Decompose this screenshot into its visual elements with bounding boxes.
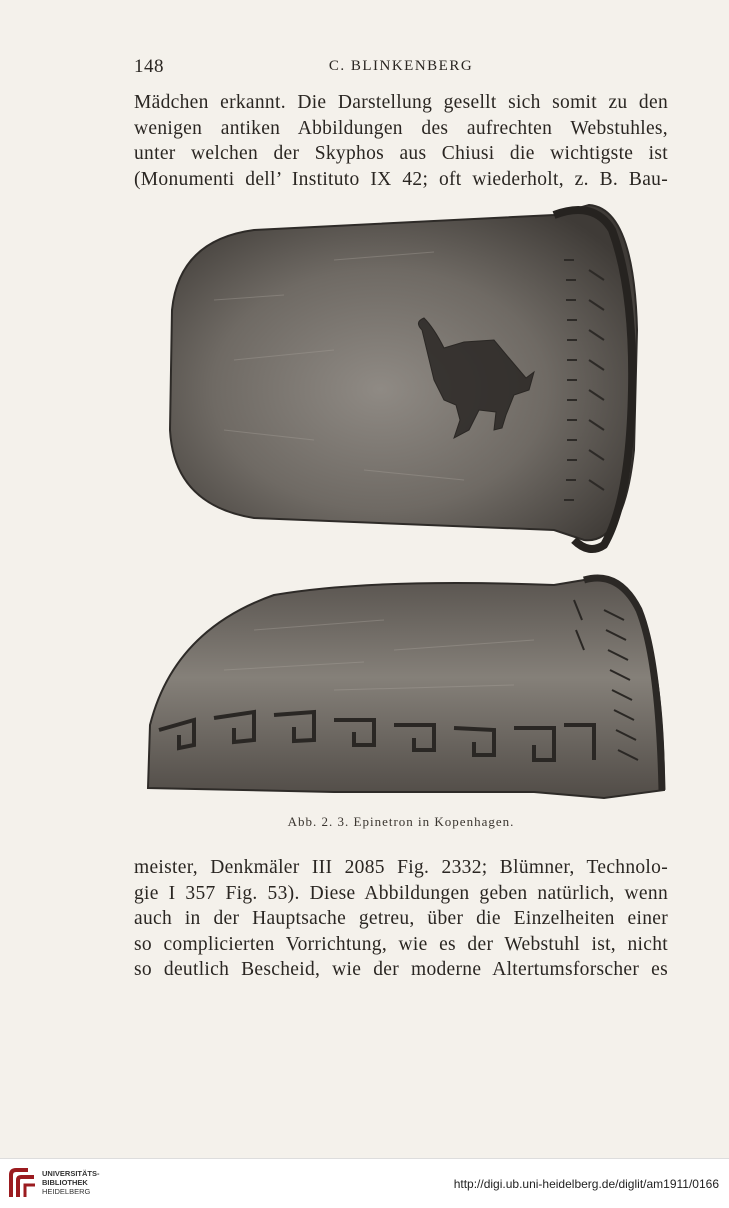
body-text-top: [134, 90, 668, 192]
text-line: (Monumenti dell’ Instituto IX 42; oft wiederholt, z. B. Bau-: [134, 168, 668, 190]
page-number: 148: [134, 56, 164, 77]
running-head-author: C. BLINKENBERG: [328, 58, 474, 74]
text-line: unter welchen der Skyphos aus Chiusi die wichtigste ist: [134, 143, 668, 164]
text-line: so complicierten Vorrichtung, wie es der Webstuhl ist, nicht: [134, 933, 668, 955]
library-name: [42, 1169, 100, 1196]
heidelberg-library-logo-icon[interactable]: [8, 1167, 38, 1201]
text-line: wenigen antiken Abbildungen des aufrechten Webstuhles,: [134, 117, 668, 139]
library-name-line: BIBLIOTHEK: [42, 1178, 88, 1187]
library-footer: [0, 1158, 729, 1208]
text-line: auch in der Hauptsache getreu, über die Einzelheiten einer: [134, 908, 668, 929]
epinetron-top-view: [170, 205, 637, 549]
body-text-bottom: [134, 855, 668, 983]
library-name-line: HEIDELBERG: [42, 1187, 91, 1196]
library-name-line: UNIVERSITÄTS-: [42, 1169, 100, 1178]
epinetron-side-view: [148, 578, 664, 798]
text-line: so deutlich Bescheid, wie der moderne Altertumsforscher es: [134, 959, 668, 980]
epinetron-figure: [134, 200, 674, 800]
text-line: gie I 357 Fig. 53). Diese Abbildungen geben natürlich, wenn: [134, 882, 668, 904]
figure-caption: Abb. 2. 3. Epinetron in Kopenhagen.: [287, 814, 515, 829]
text-line: Mädchen erkannt. Die Darstellung gesellt sich somit zu den: [134, 92, 668, 113]
permalink-url[interactable]: http://digi.ub.uni-heidelberg.de/diglit/am1911/0166: [453, 1177, 719, 1191]
epinetron-photographs: [134, 200, 674, 800]
running-head: [134, 56, 668, 80]
text-line: meister, Denkmäler III 2085 Fig. 2332; Blümner, Technolo-: [134, 857, 668, 878]
